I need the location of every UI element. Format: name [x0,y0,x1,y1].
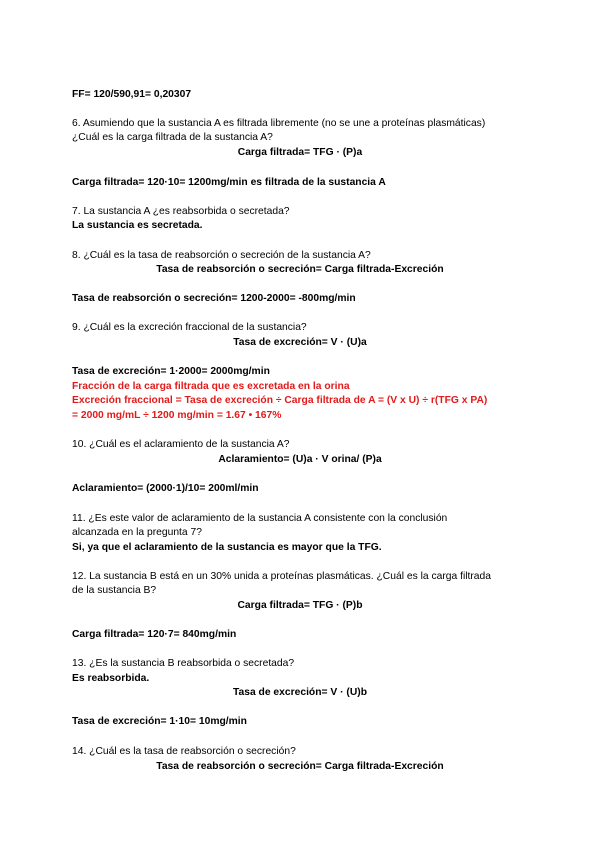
q8-formula: Tasa de reabsorción o secreción= Carga filtrada-Excreción [156,264,444,275]
q13-question: 13. ¿Es la sustancia B reabsorbida o secretada? [72,658,295,669]
q12-answer: Carga filtrada= 120·7= 840mg/min [72,629,237,640]
q9-formula: Tasa de excreción= V · (U)a [233,337,367,348]
q13-result: Tasa de excreción= 1·10= 10mg/min [72,716,247,727]
ff-result: FF= 120/590,91= 0,20307 [72,89,192,100]
q14-formula: Tasa de reabsorción o secreción= Carga filtrada-Excreción [156,761,444,772]
q6-answer: Carga filtrada= 120·10= 1200mg/min es filtrada de la sustancia A [72,177,386,188]
q13-answer: Es reabsorbida. [72,673,150,684]
q14-question: 14. ¿Cuál es la tasa de reabsorción o secreción? [72,746,296,757]
q11-text-line2: alcanzada en la pregunta 7? [72,527,202,538]
q10-answer: Aclaramiento= (2000·1)/10= 200ml/min [72,483,259,494]
q10-formula: Aclaramiento= (U)a · V orina/ (P)a [218,454,382,465]
q12-text-line2: de la sustancia B? [72,585,157,596]
q9-answer: Tasa de excreción= 1·2000= 2000mg/min [72,366,270,377]
q11-answer: Si, ya que el aclaramiento de la sustancia es mayor que la TFG. [72,542,382,553]
q12-text-line1: 12. La sustancia B está en un 30% unida a proteínas plasmáticas. ¿Cuál es la carga filtrada [72,571,491,582]
q10-question: 10. ¿Cuál es el aclaramiento de la sustancia A? [72,439,290,450]
q9-question: 9. ¿Cuál es la excreción fraccional de la sustancia? [72,322,307,333]
q12-formula: Carga filtrada= TFG · (P)b [237,600,363,611]
q6-text-line2: ¿Cuál es la carga filtrada de la sustancia A? [72,132,273,143]
q9-red-note-2: Excreción fraccional = Tasa de excreción ÷ Carga filtrada de A = (V x U) ÷ r(TFG x PA) [72,395,488,406]
q9-red-note-3: = 2000 mg/mL ÷ 1200 mg/min = 1.67 • 167% [72,410,282,421]
q11-text-line1: 11. ¿Es este valor de aclaramiento de la sustancia A consistente con la conclusión [72,513,448,524]
q6-text-line1: 6. Asumiendo que la sustancia A es filtrada libremente (no se une a proteínas plasmáticas) [72,118,486,129]
q13-formula: Tasa de excreción= V · (U)b [232,687,367,698]
q8-answer: Tasa de reabsorción o secreción= 1200-2000= -800mg/min [72,293,356,304]
q6-formula: Carga filtrada= TFG · (P)a [237,147,363,158]
q8-question: 8. ¿Cuál es la tasa de reabsorción o secreción de la sustancia A? [72,250,371,261]
q7-answer: La sustancia es secretada. [72,220,203,231]
q7-question: 7. La sustancia A ¿es reabsorbida o secretada? [72,206,290,217]
q9-red-note-1: Fracción de la carga filtrada que es excretada en la orina [72,381,350,392]
